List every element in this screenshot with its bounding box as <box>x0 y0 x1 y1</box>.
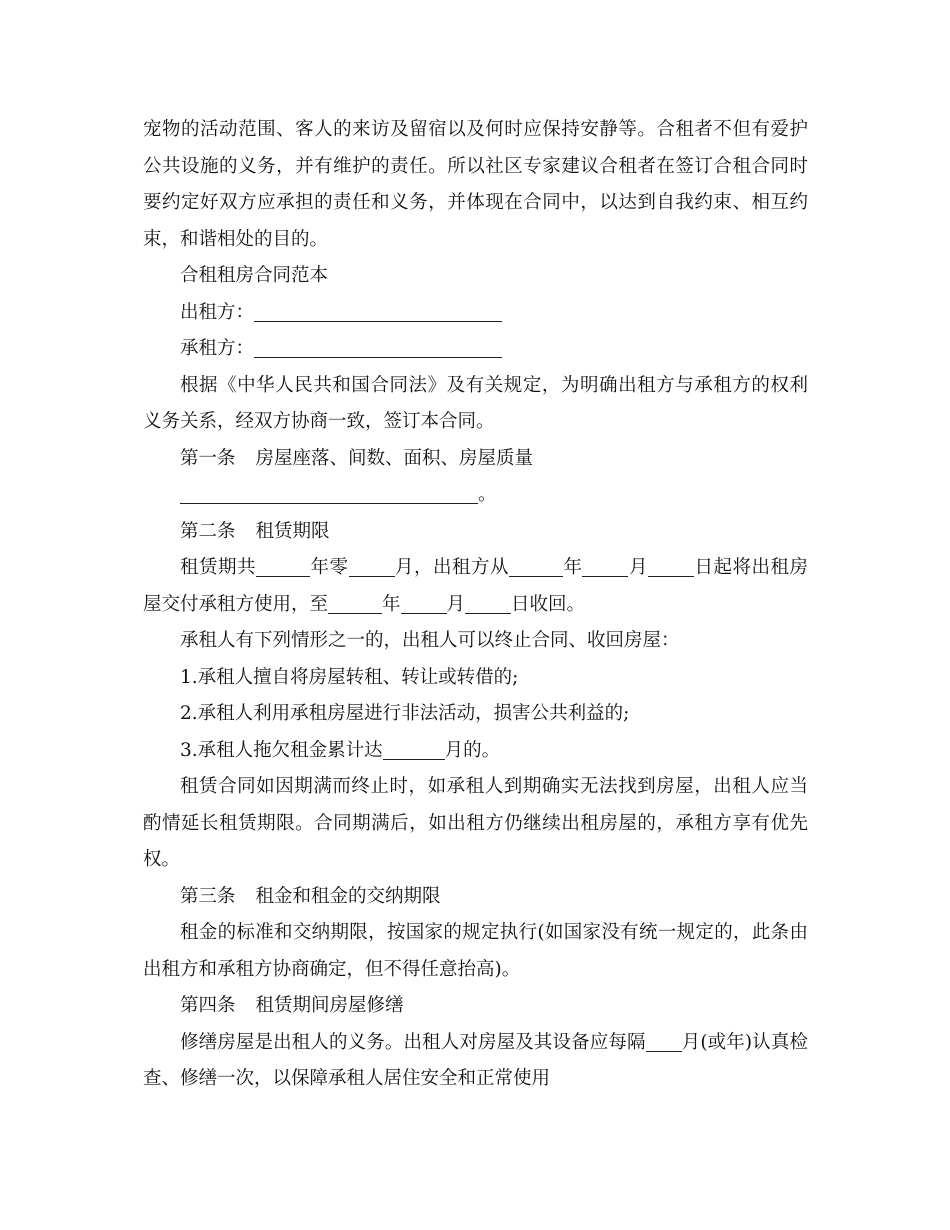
term-paragraph <box>143 550 808 623</box>
lessor-blank[interactable] <box>254 303 502 322</box>
term-text: 月 <box>446 593 466 615</box>
article-1-end: 。 <box>478 484 497 505</box>
article-3-number: 第三条 <box>180 885 236 907</box>
term-text: 年 <box>562 557 583 578</box>
end-month-blank[interactable] <box>401 595 447 614</box>
article-2-number: 第二条 <box>180 520 236 542</box>
article-2-title: 租赁期限 <box>255 520 330 542</box>
term-text: 日起将出租房屋交付承租方使用，至 <box>143 557 808 615</box>
termination-intro: 承租人有下列情形之一的，出租人可以终止合同、收回房屋： <box>180 630 680 651</box>
term-text: 日收回。 <box>511 593 586 615</box>
termination-item-3 <box>143 733 808 770</box>
article-3-title: 租金和租金的交纳期限 <box>255 885 441 907</box>
intro-paragraph: 宠物的活动范围、客人的来访及留宿以及何时应保持安静等。合租者不但有爱护公共设施的义务，并有维护的责任。所以社区专家建议合租者在签订合租合同时要约定好双方应承担的责任和义务，并体现在合同中，以达到自我约束、相互约束，和谐相处的目的。 <box>143 119 808 250</box>
term-years-blank[interactable] <box>256 558 310 577</box>
start-year-blank[interactable] <box>509 558 563 577</box>
lessee-blank[interactable] <box>254 339 502 358</box>
termination-item-1: 1.承租人擅自将房屋转租、转让或转借的; <box>180 666 519 688</box>
article-4-title: 租赁期间房屋修缮 <box>255 995 404 1016</box>
term-text: 年 <box>382 593 401 615</box>
end-year-blank[interactable] <box>328 595 382 614</box>
repair-text: 月(或年)认真检查、修缮一次，以保障承租人居住安全和正常使用 <box>143 1031 808 1089</box>
termination-item-2: 2.承租人利用承租房屋进行非法活动，损害公共利益的; <box>180 703 630 724</box>
article-1-heading <box>143 441 808 478</box>
term-text: 月，出租方从 <box>394 557 509 578</box>
repair-paragraph <box>143 1025 808 1098</box>
document-body <box>143 112 808 1098</box>
arrears-months-blank[interactable] <box>383 741 445 760</box>
item-3-text: 3.承租人拖欠租金累计达 <box>180 739 383 761</box>
article-4-heading <box>143 988 808 1025</box>
preamble-paragraph: 根据《中华人民共和国合同法》及有关规定，为明确出租方与承租方的权利义务关系，经双方协商一致，签订本合同。 <box>143 374 808 432</box>
term-text: 月 <box>628 557 648 578</box>
start-day-blank[interactable] <box>648 558 694 577</box>
repair-text: 修缮房屋是出租人的义务。出租人对房屋及其设备应每隔 <box>180 1031 646 1053</box>
start-month-blank[interactable] <box>582 558 628 577</box>
article-2-heading <box>143 514 808 551</box>
article-1-title: 房屋座落、间数、面积、房屋质量 <box>255 447 534 469</box>
lessor-line <box>143 295 808 332</box>
term-months-blank[interactable] <box>349 558 395 577</box>
article-1-number: 第一条 <box>180 447 236 469</box>
premises-blank[interactable] <box>180 485 478 504</box>
term-text: 租赁期共 <box>180 557 256 578</box>
term-text: 年零 <box>310 557 349 578</box>
lessor-label: 出租方： <box>180 301 255 323</box>
lessee-line <box>143 331 808 368</box>
lessee-label: 承租方： <box>180 338 255 359</box>
contract-title: 合租租房合同范本 <box>180 265 329 286</box>
article-3-heading <box>143 879 808 916</box>
item-3-text: 月的。 <box>444 739 501 761</box>
article-4-number: 第四条 <box>180 995 236 1016</box>
repair-interval-blank[interactable] <box>646 1033 682 1052</box>
end-day-blank[interactable] <box>465 595 511 614</box>
renewal-paragraph: 租赁合同如因期满而终止时，如承租人到期确实无法找到房屋，出租人应当酌情延长租赁期限。合同期满后，如出租方仍继续出租房屋的，承租方享有优先权。 <box>143 776 808 870</box>
rent-paragraph: 租金的标准和交纳期限，按国家的规定执行(如国家没有统一规定的，此条由出租方和承租方协商确定，但不得任意抬高)。 <box>143 922 808 980</box>
article-1-blank-line <box>143 477 808 514</box>
